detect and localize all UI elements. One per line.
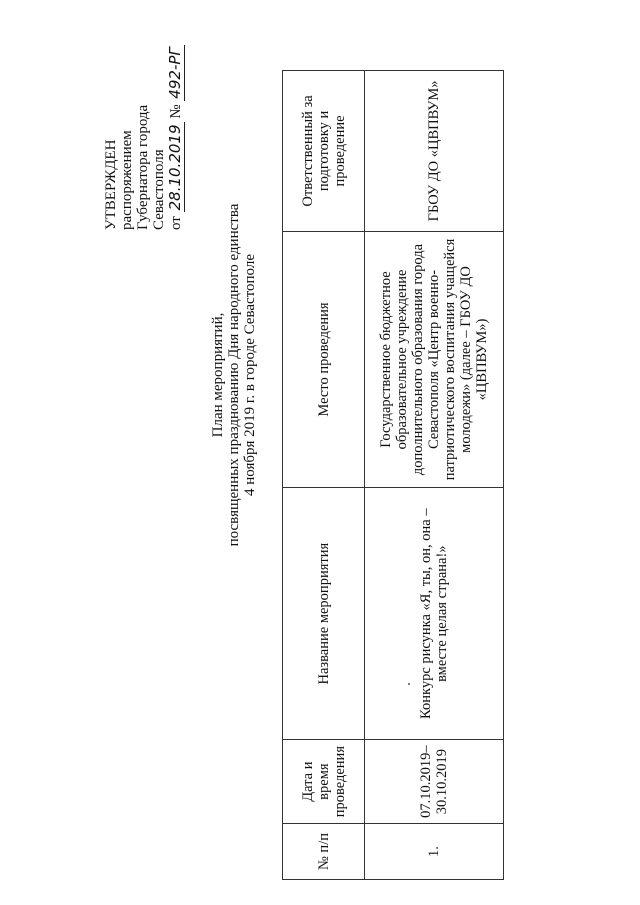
title-line: посвященных празднованию Дня народного единства: [226, 203, 242, 547]
approval-line: Губернатора города: [135, 104, 151, 230]
events-table: [282, 70, 504, 880]
title-line: 4 ноября 2019 г. в городе Севастополе: [242, 254, 258, 496]
approval-date-number: [167, 30, 184, 230]
table-header-row: [283, 71, 365, 880]
from-label: от: [168, 216, 184, 230]
header-num: № п/п: [283, 824, 365, 880]
approval-block: [103, 30, 184, 230]
cell-date: 07.10.2019– 30.10.2019: [365, 740, 504, 824]
approval-line: распоряжением: [119, 130, 135, 230]
header-name: Название мероприятия: [283, 488, 365, 740]
table-row: [365, 71, 504, 880]
document-title: [210, 185, 258, 565]
header-place: Место проведения: [283, 231, 365, 487]
cell-num: 1.: [365, 824, 504, 880]
number-label: №: [168, 104, 184, 119]
title-line: План мероприятий,: [210, 312, 226, 438]
header-date: Дата и время проведения: [283, 740, 365, 824]
cell-place: Государственное бюджетное образовательное учреждение дополнительного образования города Севастополя «Центр военно-патриотического воспитания учащейся молодежи» (далее – ГБОУ ДО «ЦВПВУМ»): [365, 231, 504, 487]
approval-line: Севастополя: [151, 149, 167, 230]
cell-name: Конкурс рисунка «Я, ты, он, она – вместе целая страна!»: [365, 488, 504, 740]
approval-heading: УТВЕРЖДЕН: [103, 139, 119, 230]
approval-date: 28.10.2019: [166, 124, 184, 211]
cell-responsible: ГБОУ ДО «ЦВПВУМ»: [365, 71, 504, 232]
header-responsible: Ответственный за подготовку и проведение: [283, 71, 365, 232]
approval-number: 492-РГ: [166, 47, 184, 99]
scan-speck: [408, 683, 410, 685]
